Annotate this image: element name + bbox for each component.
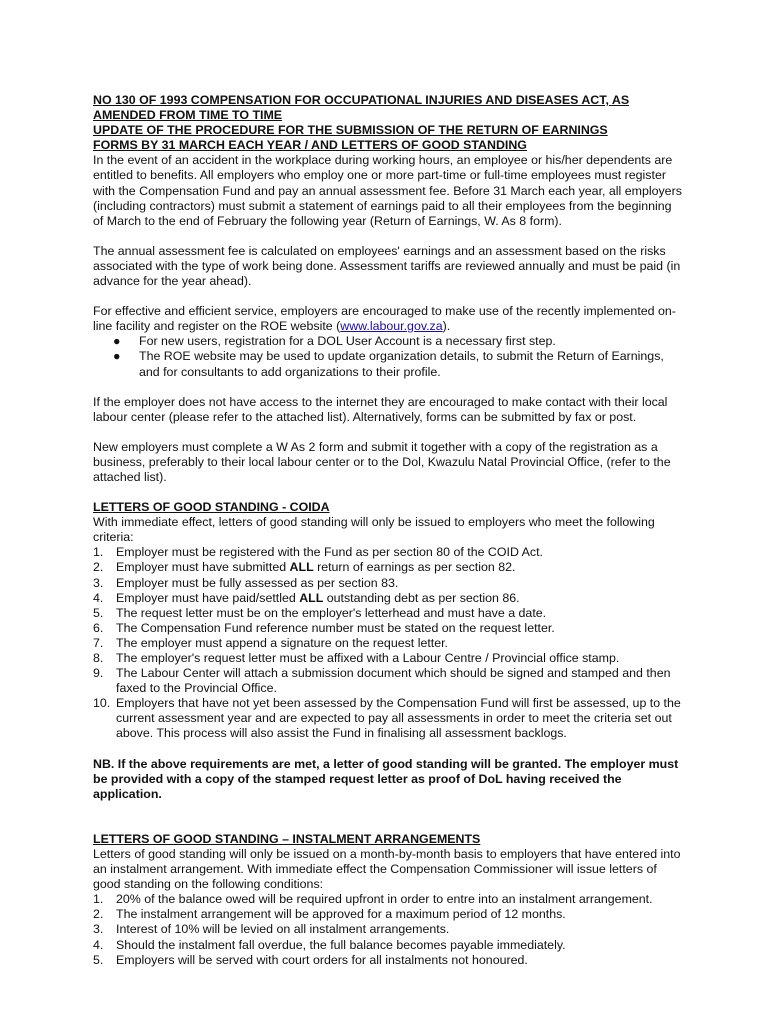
title-line: AMENDED FROM TIME TO TIME bbox=[93, 108, 283, 123]
list-item bbox=[93, 938, 683, 953]
list-item-text: outstanding debt as per section 86. bbox=[323, 590, 520, 605]
instalment-heading: LETTERS OF GOOD STANDING – INSTALMENT ARRANGEMENTS bbox=[93, 831, 481, 846]
list-item bbox=[93, 621, 683, 636]
list-item-text: The Compensation Fund reference number must be stated on the request letter. bbox=[116, 620, 555, 635]
list-item bbox=[93, 636, 683, 651]
title-line: NO 130 OF 1993 COMPENSATION FOR OCCUPATIONAL INJURIES AND DISEASES ACT, AS bbox=[93, 93, 630, 107]
item-number: 8. bbox=[93, 651, 104, 665]
list-item-text: The instalment arrangement will be approved for a maximum period of 12 months. bbox=[116, 907, 566, 922]
list-item-text: The request letter must be on the employer's letterhead and must have a date. bbox=[116, 605, 547, 620]
list-item bbox=[93, 560, 683, 575]
list-item-text: The Labour Center will attach a submission document which should be signed and stamped and then faxed to the Provincial Office. bbox=[116, 666, 671, 696]
title-line: FORMS BY 31 MARCH EACH YEAR / AND LETTERS OF GOOD STANDING bbox=[93, 138, 527, 153]
item-number: 1. bbox=[93, 892, 104, 907]
list-item-text: Employer must be fully assessed as per section 83. bbox=[116, 575, 399, 590]
online-facility-text: For effective and efficient service, employers are encouraged to make use of the recently implemented on-line facility and register on the ROE website ( bbox=[93, 304, 676, 334]
item-number: 1. bbox=[93, 545, 104, 560]
new-employers-paragraph: New employers must complete a W As 2 form and submit it together with a copy of the registration as a business, preferably to their local labour center or to the Dol, Kwazulu Natal Provincial Office, (refer to the attached list). bbox=[93, 439, 671, 484]
list-item-text: The employer's request letter must be affixed with a Labour Centre / Provincial office stamp. bbox=[116, 651, 620, 665]
instalment-intro: Letters of good standing will only be issued on a month-by-month basis to employers that have entered into an instalment arrangement. With immediate effect the Compensation Commissioner will issue letters of good standing on the following conditions: bbox=[93, 846, 681, 892]
online-facility-paragraph bbox=[93, 304, 683, 334]
coida-intro: With immediate effect, letters of good standing will only be issued to employers who meet the following criteria: bbox=[93, 515, 655, 545]
no-internet-paragraph: If the employer does not have access to the internet they are encouraged to make contact with their local labour center (please refer to the attached list). Alternatively, forms can be submitted by fax or post. bbox=[93, 394, 668, 424]
instalment-conditions-list bbox=[93, 892, 683, 967]
online-facility-text-end: ). bbox=[442, 319, 451, 334]
list-item-text: return of earnings as per section 82. bbox=[313, 560, 516, 575]
item-number: 5. bbox=[93, 952, 104, 967]
list-item bbox=[93, 545, 683, 560]
list-item-text: 20% of the balance owed will be required upfront in order to entre into an instalment arrangement. bbox=[116, 892, 653, 907]
list-item bbox=[93, 576, 683, 591]
list-item-text: Should the instalment fall overdue, the full balance becomes payable immediately. bbox=[116, 937, 566, 952]
list-item-text: Employer must have paid/settled bbox=[116, 590, 300, 605]
list-item bbox=[93, 591, 683, 606]
item-number: 6. bbox=[93, 620, 104, 635]
item-number: 2. bbox=[93, 560, 104, 575]
list-item-text: Employers that have not yet been assessed by the Compensation Fund will first be assessed, up to the current assessment year and are expected to pay all assessments in order to meet the criteria set out above. This process will also assist the Fund in finalising all assessment backlogs. bbox=[116, 696, 681, 741]
item-number: 5. bbox=[93, 605, 104, 620]
list-item-text: Employer must have submitted bbox=[116, 560, 290, 575]
document-page bbox=[93, 93, 683, 968]
item-number: 3. bbox=[93, 575, 104, 590]
list-item-text: For new users, registration for a DOL User Account is a necessary first step. bbox=[139, 334, 556, 349]
list-item-text: Employers will be served with court orders for all instalments not honoured. bbox=[116, 952, 528, 967]
list-item bbox=[93, 334, 683, 349]
list-item-text: The ROE website may be used to update organization details, to submit the Return of Earnings, and for consultants to add organizations to their profile. bbox=[139, 349, 664, 379]
item-number: 10. bbox=[93, 696, 111, 711]
coida-criteria-list bbox=[93, 545, 683, 741]
list-item-text: Employer must be registered with the Fund as per section 80 of the COID Act. bbox=[116, 545, 543, 560]
list-item bbox=[93, 907, 683, 922]
item-number: 4. bbox=[93, 937, 104, 952]
list-item bbox=[93, 922, 683, 937]
item-number: 7. bbox=[93, 635, 104, 650]
bullet-icon: ● bbox=[113, 334, 121, 349]
emphasis-text: ALL bbox=[299, 590, 324, 605]
title-line: UPDATE OF THE PROCEDURE FOR THE SUBMISSION OF THE RETURN OF EARNINGS bbox=[93, 123, 608, 138]
item-number: 3. bbox=[93, 922, 104, 937]
bullet-list bbox=[93, 334, 683, 379]
list-item bbox=[93, 666, 683, 696]
document-title bbox=[93, 93, 683, 153]
item-number: 9. bbox=[93, 666, 104, 681]
item-number: 4. bbox=[93, 590, 104, 605]
list-item bbox=[93, 651, 683, 666]
list-item bbox=[93, 349, 683, 379]
list-item-text: Interest of 10% will be levied on all instalment arrangements. bbox=[116, 922, 450, 937]
list-item-text: The employer must append a signature on the request letter. bbox=[116, 635, 448, 650]
assessment-fee-paragraph: The annual assessment fee is calculated on employees' earnings and an assessment based on the risks associated with the type of work being done. Assessment tariffs are reviewed annually and must be paid (in advance for the year ahead). bbox=[93, 243, 681, 289]
nb-note: NB. If the above requirements are met, a letter of good standing will be granted. The employer must be provided with a copy of the stamped request letter as proof of DoL having received the application. bbox=[93, 756, 679, 801]
list-item bbox=[93, 953, 683, 968]
coida-heading: LETTERS OF GOOD STANDING - COIDA bbox=[93, 500, 330, 515]
item-number: 2. bbox=[93, 907, 104, 922]
list-item bbox=[93, 892, 683, 907]
list-item bbox=[93, 696, 683, 741]
roe-website-link[interactable]: www.labour.gov.za bbox=[340, 319, 443, 334]
emphasis-text: ALL bbox=[289, 560, 314, 575]
list-item bbox=[93, 606, 683, 621]
bullet-icon: ● bbox=[113, 349, 121, 364]
intro-paragraph: In the event of an accident in the workplace during working hours, an employee or his/her dependents are entitled to benefits. All employers who employ one or more part-time or full-time employees must register with the Compensation Fund and pay an annual assessment fee. Before 31 March each year, all employers (including contractors) must submit a statement of earnings paid to all their employees from the beginning of March to the end of February the following year (Return of Earnings, W. As 8 form). bbox=[93, 153, 682, 228]
